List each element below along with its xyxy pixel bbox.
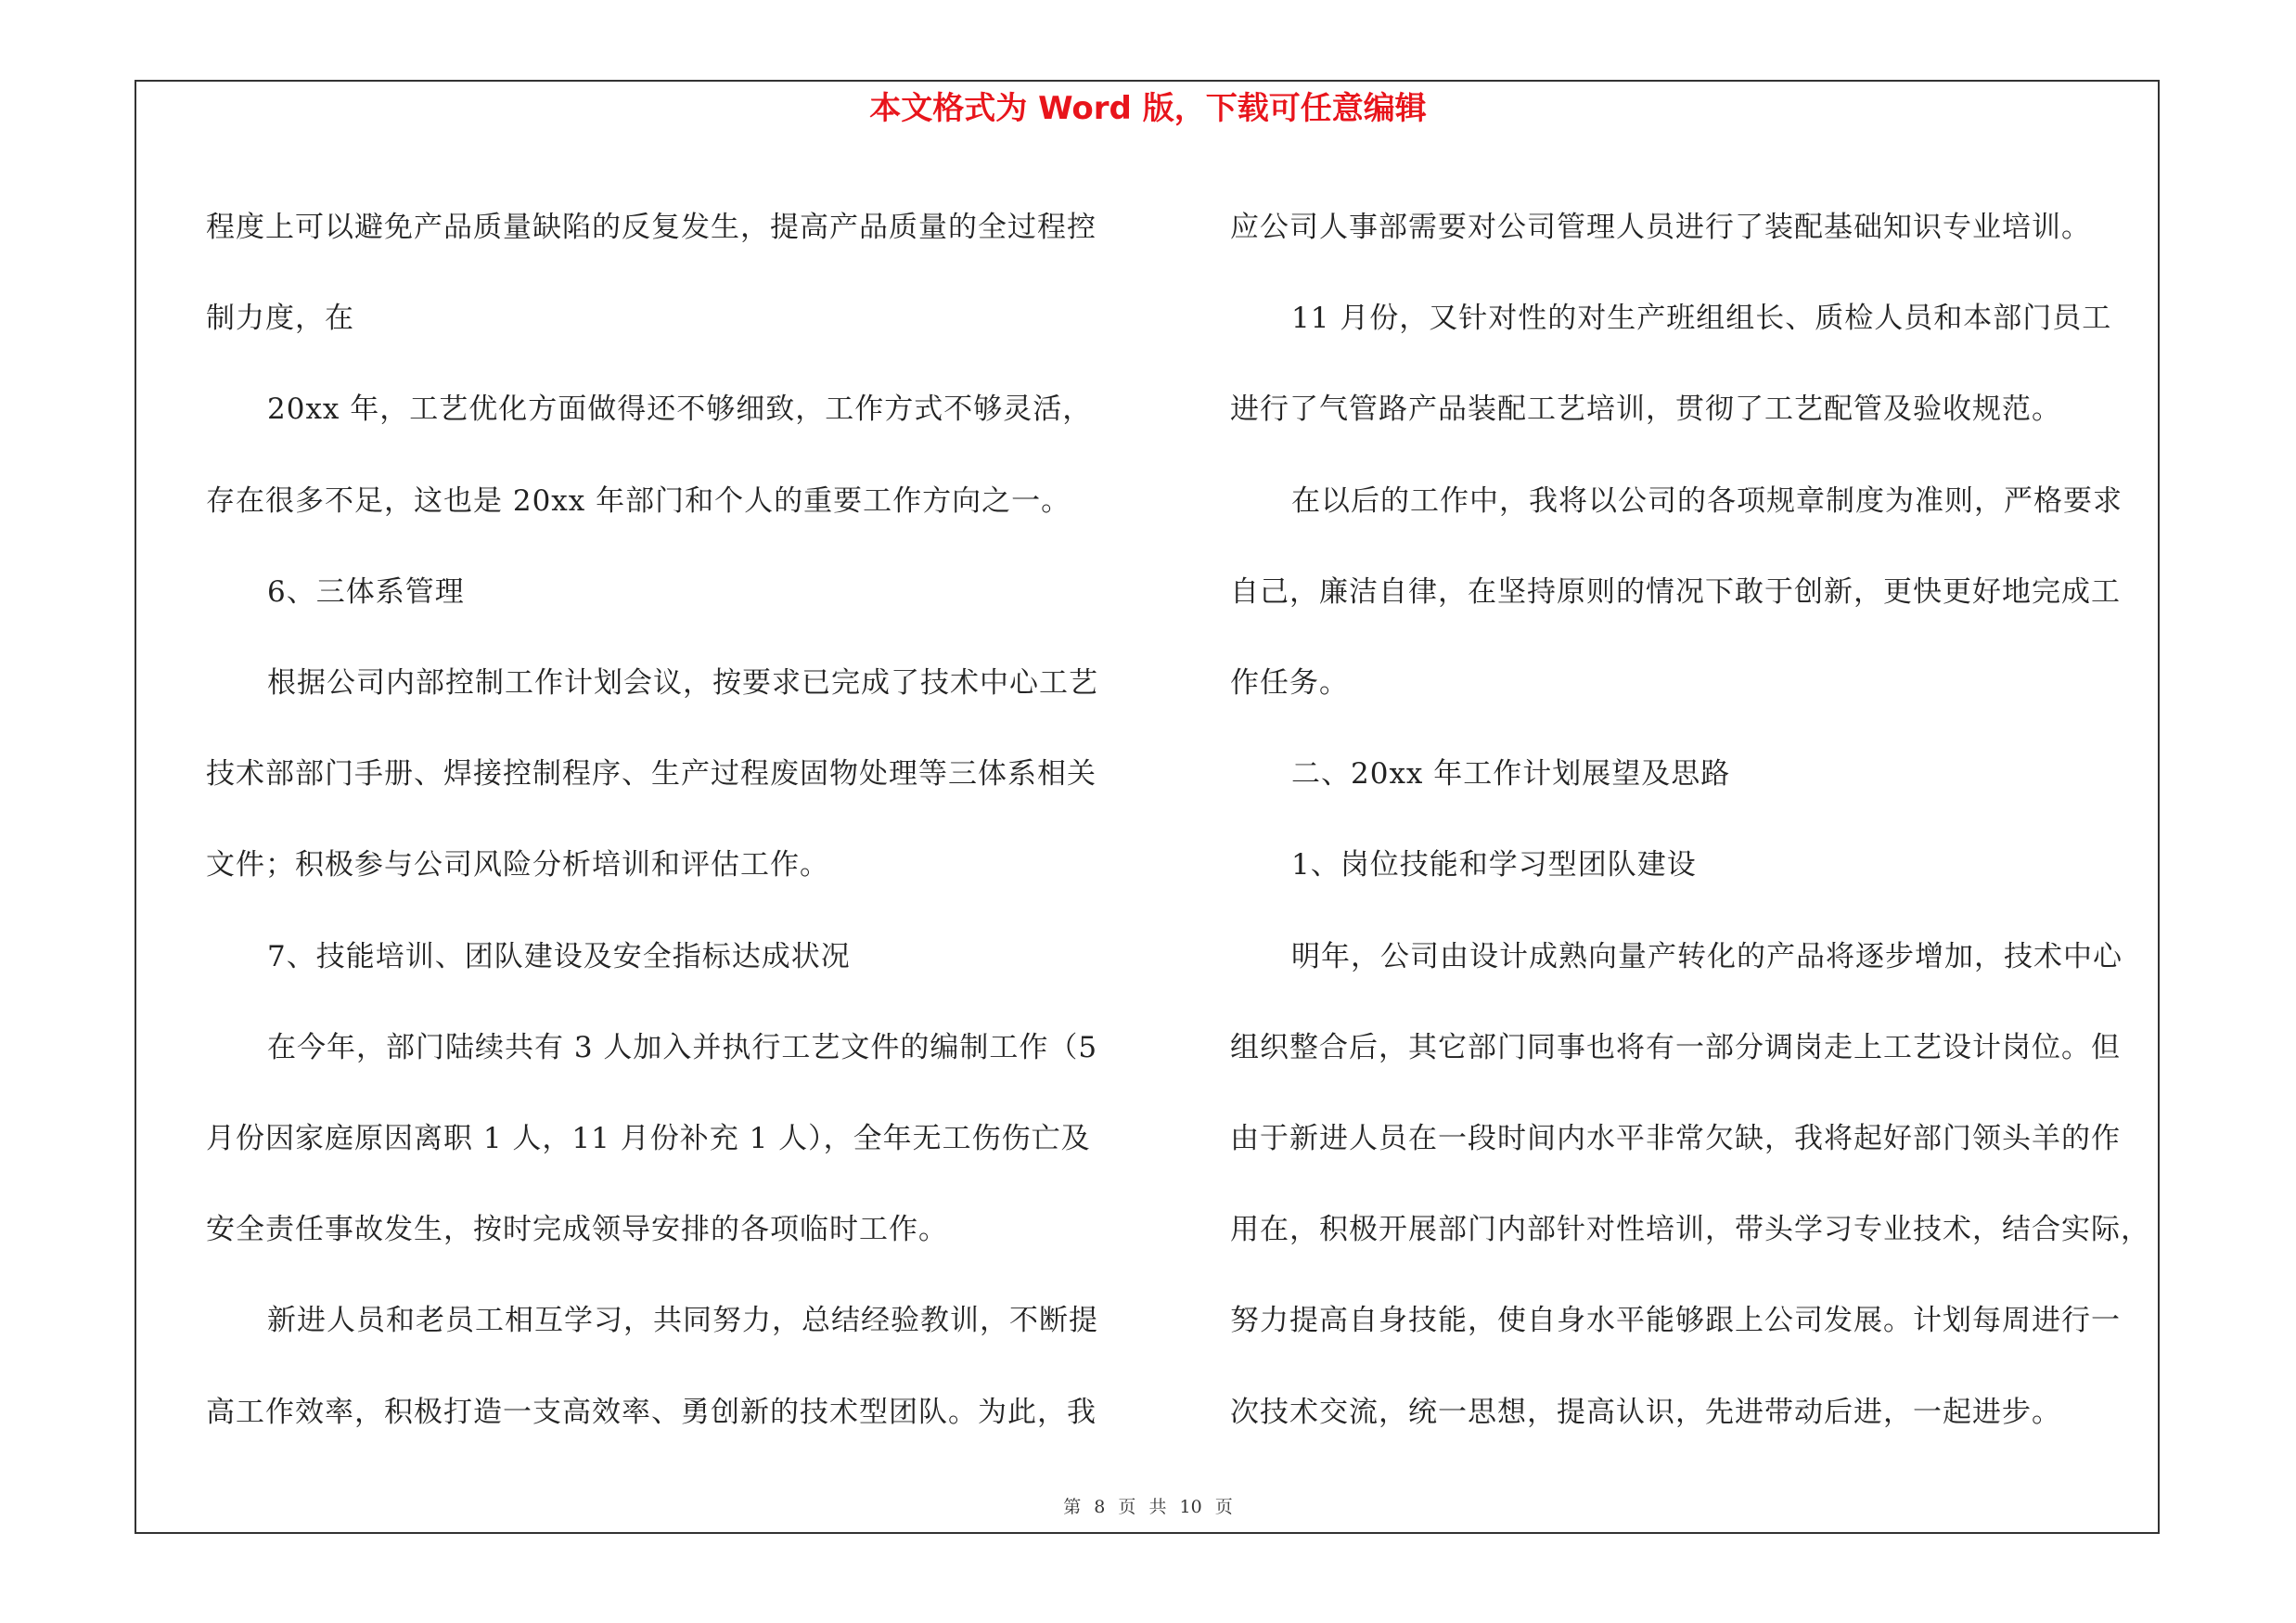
text-line: 存在很多不足，这也是 20xx 年部门和个人的重要工作方向之一。 [206, 483, 1071, 518]
current-page-number: 8 [1094, 1497, 1106, 1517]
text-line: 在今年，部门陆续共有 3 人加入并执行工艺文件的编制工作（5 [267, 1030, 1098, 1064]
text-line: 高工作效率，积极打造一支高效率、勇创新的技术型团队。为此，我 [206, 1395, 1097, 1429]
text-line: 努力提高自身技能，使自身水平能够跟上公司发展。计划每周进行一 [1230, 1304, 2121, 1338]
text-line: 程度上可以避免产品质量缺陷的反复发生，提高产品质量的全过程控 [206, 211, 1097, 244]
text-line: 制力度，在 [206, 302, 354, 336]
text-line: 新进人员和老员工相互学习，共同努力，总结经验教训，不断提 [267, 1304, 1098, 1338]
text-line: 二、20xx 年工作计划展望及思路 [1291, 757, 1731, 792]
text-line: 6、三体系管理 [267, 574, 465, 609]
text-line: 作任务。 [1230, 666, 1349, 701]
format-notice-banner: 本文格式为 Word 版，下载可任意编辑 [869, 90, 1427, 127]
text-line: 次技术交流，统一思想，提高认识，先进带动后进，一起进步。 [1230, 1395, 2061, 1429]
text-line: 安全责任事故发生，按时完成领导安排的各项临时工作。 [206, 1213, 948, 1247]
left-text-column [206, 182, 1124, 1458]
text-line: 技术部部门手册、焊接控制程序、生产过程废固物处理等三体系相关 [206, 757, 1097, 792]
footer-total-word: 共 [1148, 1497, 1167, 1517]
total-page-number: 10 [1179, 1497, 1202, 1517]
right-text-column [1230, 182, 2154, 1458]
text-line: 根据公司内部控制工作计划会议，按要求已完成了技术中心工艺 [267, 666, 1098, 701]
text-line: 应公司人事部需要对公司管理人员进行了装配基础知识专业培训。 [1230, 211, 2091, 244]
text-line: 在以后的工作中，我将以公司的各项规章制度为准则，严格要求 [1291, 483, 2123, 518]
text-line: 进行了气管路产品装配工艺培训，贯彻了工艺配管及验收规范。 [1230, 393, 2061, 427]
text-line: 用在，积极开展部门内部针对性培训，带头学习专业技术，结合实际， [1230, 1213, 2150, 1247]
text-line: 月份因家庭原因离职 1 人，11 月份补充 1 人），全年无工伤伤亡及 [206, 1122, 1091, 1156]
footer-prefix: 第 [1063, 1497, 1082, 1517]
page-number-footer [0, 1494, 2296, 1520]
text-line: 20xx 年，工艺优化方面做得还不够细致，工作方式不够灵活， [267, 393, 1093, 427]
footer-page-word: 页 [1118, 1497, 1136, 1517]
text-line: 文件；积极参与公司风险分析培训和评估工作。 [206, 848, 829, 882]
text-line: 明年，公司由设计成熟向量产转化的产品将逐步增加，技术中心 [1291, 939, 2123, 973]
text-line: 11 月份，又针对性的对生产班组组长、质检人员和本部门员工 [1291, 302, 2112, 336]
text-line: 1、岗位技能和学习型团队建设 [1291, 848, 1697, 882]
text-line: 自己，廉洁自律，在坚持原则的情况下敢于创新，更快更好地完成工 [1230, 574, 2121, 609]
text-line: 由于新进人员在一段时间内水平非常欠缺，我将起好部门领头羊的作 [1230, 1122, 2121, 1156]
text-line: 组织整合后，其它部门同事也将有一部分调岗走上工艺设计岗位。但 [1230, 1030, 2121, 1064]
footer-suffix: 页 [1214, 1497, 1233, 1517]
text-line: 7、技能培训、团队建设及安全指标达成状况 [267, 939, 851, 973]
